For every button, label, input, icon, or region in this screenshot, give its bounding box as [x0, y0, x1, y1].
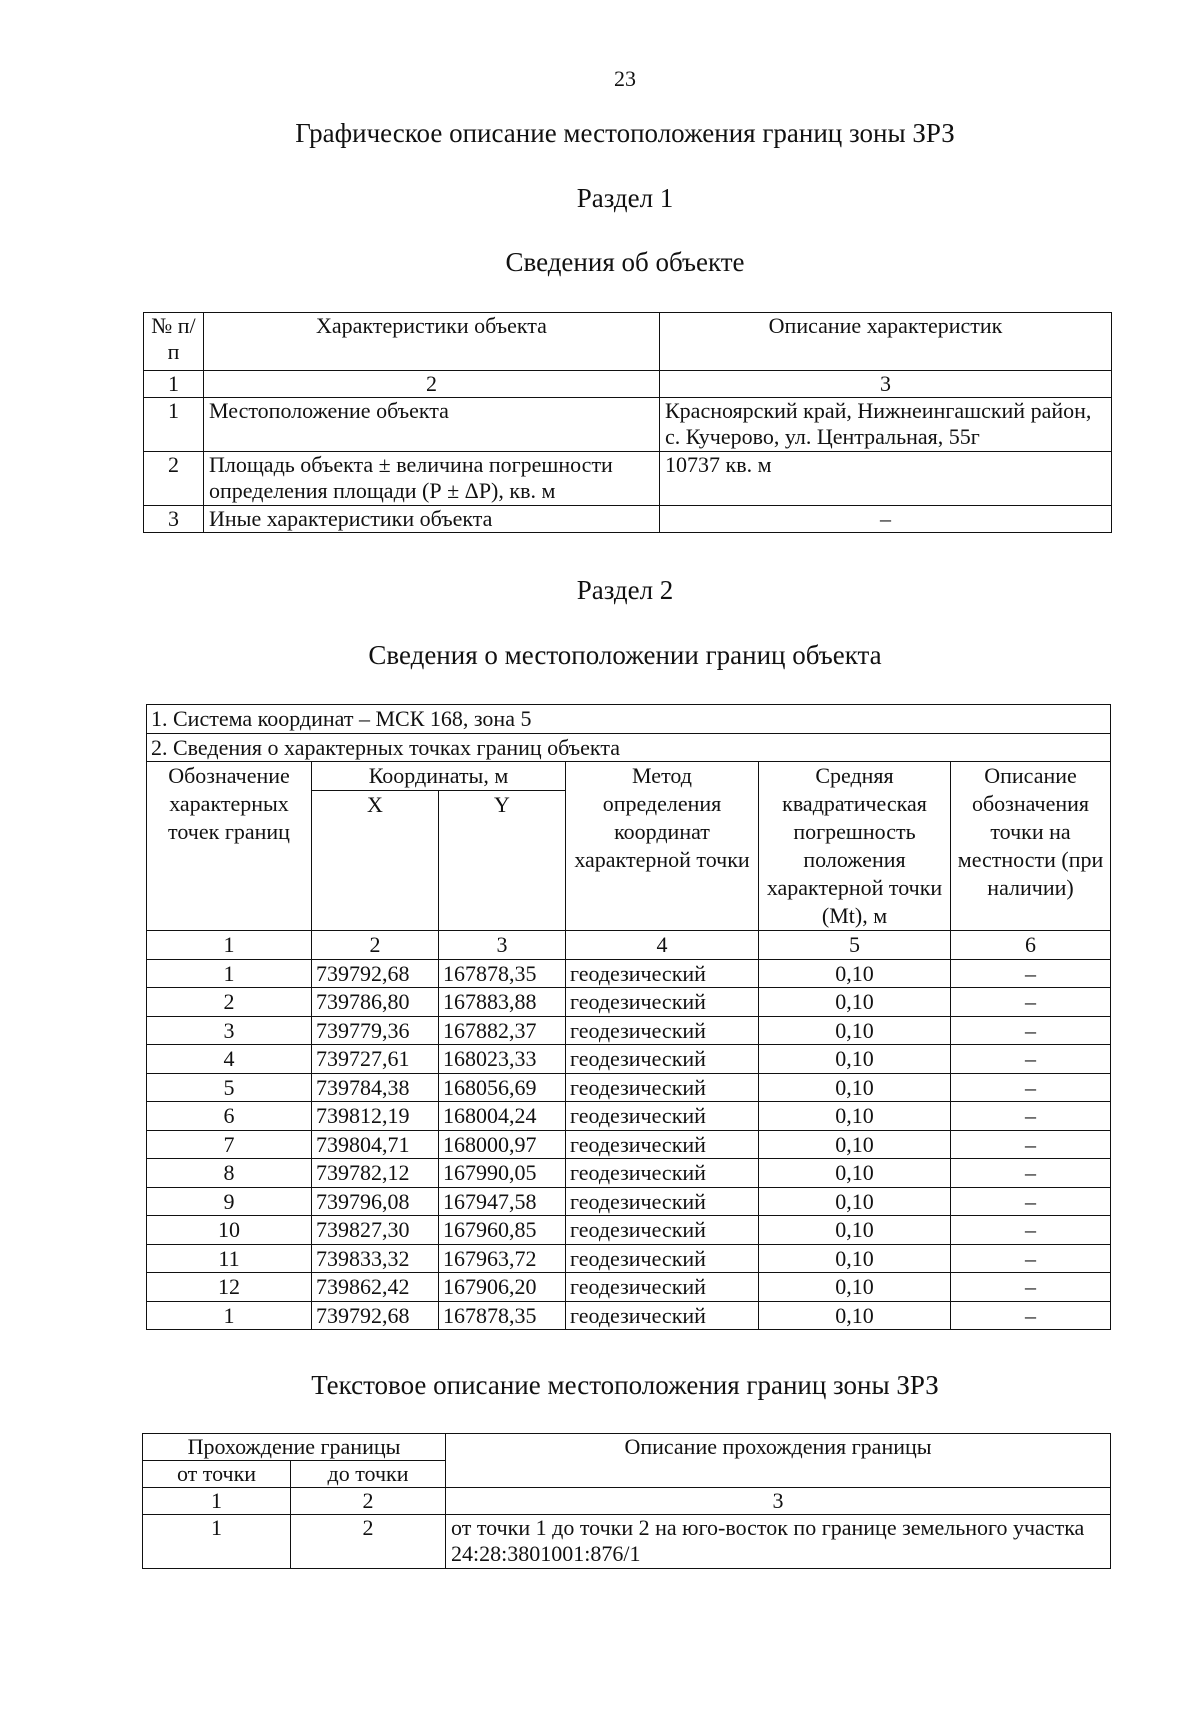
table-row	[147, 1187, 1111, 1216]
page-number: 23	[614, 66, 636, 91]
point-x: 739833,32	[312, 1244, 439, 1273]
col-number: 6	[951, 931, 1111, 960]
header-passage: Прохождение границы	[143, 1434, 446, 1461]
point-error: 0,10	[759, 1187, 951, 1216]
point-y: 167906,20	[439, 1273, 566, 1302]
point-id: 11	[147, 1244, 312, 1273]
point-x: 739804,71	[312, 1130, 439, 1159]
row-characteristic: Местоположение объекта	[204, 398, 660, 452]
col-number: 2	[312, 931, 439, 960]
point-error: 0,10	[759, 1301, 951, 1330]
point-y: 167960,85	[439, 1216, 566, 1245]
row-number: 3	[144, 506, 204, 533]
point-x: 739784,38	[312, 1073, 439, 1102]
row-characteristic: Площадь объекта ± величина погрешности определения площади (Р ± ΔР), кв. м	[204, 452, 660, 506]
from-point: 1	[143, 1515, 291, 1569]
point-y: 167882,37	[439, 1016, 566, 1045]
table-row	[147, 1216, 1111, 1245]
header-designation: Обозначение характерных точек границ	[147, 762, 312, 931]
col-number: 5	[759, 931, 951, 960]
point-y: 168004,24	[439, 1102, 566, 1131]
col-number: 1	[144, 371, 204, 398]
point-method: геодезический	[566, 1045, 759, 1074]
table-row	[147, 1016, 1111, 1045]
point-id: 2	[147, 988, 312, 1017]
point-error: 0,10	[759, 1216, 951, 1245]
point-x: 739812,19	[312, 1102, 439, 1131]
point-method: геодезический	[566, 1187, 759, 1216]
point-y: 167878,35	[439, 959, 566, 988]
point-error: 0,10	[759, 1159, 951, 1188]
row-description: Красноярский край, Нижнеингашский район, с. Кучерово, ул. Центральная, 55г	[660, 398, 1112, 452]
col-number: 2	[204, 371, 660, 398]
point-method: геодезический	[566, 1216, 759, 1245]
point-method: геодезический	[566, 1102, 759, 1131]
point-error: 0,10	[759, 988, 951, 1017]
point-description: –	[951, 1244, 1111, 1273]
point-x: 739727,61	[312, 1045, 439, 1074]
point-y: 167947,58	[439, 1187, 566, 1216]
point-y: 167990,05	[439, 1159, 566, 1188]
point-method: геодезический	[566, 1016, 759, 1045]
point-description: –	[951, 1273, 1111, 1302]
point-error: 0,10	[759, 1130, 951, 1159]
col-number: 3	[439, 931, 566, 960]
point-method: геодезический	[566, 959, 759, 988]
point-description: –	[951, 988, 1111, 1017]
header-characteristic: Характеристики объекта	[204, 313, 660, 371]
point-x: 739792,68	[312, 1301, 439, 1330]
point-id: 7	[147, 1130, 312, 1159]
point-error: 0,10	[759, 1102, 951, 1131]
point-y: 167883,88	[439, 988, 566, 1017]
point-method: геодезический	[566, 988, 759, 1017]
point-error: 0,10	[759, 1073, 951, 1102]
section2-title: Раздел 2	[576, 575, 674, 605]
header-description: Описание характеристик	[660, 313, 1112, 371]
boundary-points-table	[146, 704, 1111, 1330]
point-method: геодезический	[566, 1073, 759, 1102]
point-id: 8	[147, 1159, 312, 1188]
point-id: 1	[147, 1301, 312, 1330]
row-number: 2	[144, 452, 204, 506]
section1-subtitle: Сведения об объекте	[505, 247, 745, 277]
point-id: 6	[147, 1102, 312, 1131]
point-x: 739862,42	[312, 1273, 439, 1302]
point-method: геодезический	[566, 1159, 759, 1188]
section2-subtitle: Сведения о местоположении границ объекта	[368, 640, 882, 670]
table-row	[147, 1273, 1111, 1302]
row-number: 1	[144, 398, 204, 452]
point-x: 739786,80	[312, 988, 439, 1017]
table-row	[147, 1159, 1111, 1188]
table-row	[147, 1102, 1111, 1131]
point-y: 167963,72	[439, 1244, 566, 1273]
table-row	[147, 1130, 1111, 1159]
point-y: 168000,97	[439, 1130, 566, 1159]
section1-title: Раздел 1	[576, 183, 674, 213]
boundary-passage-table	[142, 1433, 1111, 1569]
point-description: –	[951, 959, 1111, 988]
text-description-title: Текстовое описание местоположения границ зоны ЗРЗ	[311, 1370, 939, 1400]
header-from-point: от точки	[143, 1461, 291, 1488]
header-passage-description: Описание прохождения границы	[446, 1434, 1111, 1488]
point-id: 9	[147, 1187, 312, 1216]
point-description: –	[951, 1187, 1111, 1216]
point-x: 739782,12	[312, 1159, 439, 1188]
header-coordinates: Координаты, м	[312, 762, 566, 791]
table-row	[147, 1073, 1111, 1102]
col-number: 3	[446, 1488, 1111, 1515]
header-method: Метод определения координат характерной точки	[566, 762, 759, 931]
point-id: 12	[147, 1273, 312, 1302]
point-y: 168056,69	[439, 1073, 566, 1102]
point-id: 1	[147, 959, 312, 988]
header-to-point: до точки	[291, 1461, 446, 1488]
coordinate-system: 1. Система координат – МСК 168, зона 5	[147, 705, 1111, 734]
to-point: 2	[291, 1515, 446, 1569]
point-description: –	[951, 1216, 1111, 1245]
point-y: 167878,35	[439, 1301, 566, 1330]
table-row	[147, 959, 1111, 988]
point-description: –	[951, 1102, 1111, 1131]
point-method: геодезический	[566, 1130, 759, 1159]
header-point-description: Описание обозначения точки на местности (при наличии)	[951, 762, 1111, 931]
header-number: № п/п	[144, 313, 204, 371]
point-id: 10	[147, 1216, 312, 1245]
point-error: 0,10	[759, 1273, 951, 1302]
point-method: геодезический	[566, 1273, 759, 1302]
row-description: 10737 кв. м	[660, 452, 1112, 506]
point-id: 3	[147, 1016, 312, 1045]
col-number: 3	[660, 371, 1112, 398]
point-x: 739796,08	[312, 1187, 439, 1216]
point-method: геодезический	[566, 1301, 759, 1330]
table-row	[147, 1244, 1111, 1273]
point-error: 0,10	[759, 1244, 951, 1273]
row-characteristic: Иные характеристики объекта	[204, 506, 660, 533]
col-number: 1	[147, 931, 312, 960]
table-row	[147, 1045, 1111, 1074]
point-error: 0,10	[759, 959, 951, 988]
object-info-table	[143, 312, 1112, 533]
point-x: 739827,30	[312, 1216, 439, 1245]
table-row	[147, 988, 1111, 1017]
point-id: 4	[147, 1045, 312, 1074]
points-title: 2. Сведения о характерных точках границ объекта	[147, 733, 1111, 762]
point-error: 0,10	[759, 1016, 951, 1045]
col-number: 1	[143, 1488, 291, 1515]
point-method: геодезический	[566, 1244, 759, 1273]
point-description: –	[951, 1073, 1111, 1102]
col-number: 4	[566, 931, 759, 960]
point-x: 739779,36	[312, 1016, 439, 1045]
point-error: 0,10	[759, 1045, 951, 1074]
point-x: 739792,68	[312, 959, 439, 988]
row-description: –	[660, 506, 1112, 533]
graphic-description-title: Графическое описание местоположения границ зоны ЗРЗ	[295, 118, 955, 148]
point-y: 168023,33	[439, 1045, 566, 1074]
header-y: Y	[439, 791, 566, 931]
header-error: Средняя квадратическая погрешность положения характерной точки (Mt), м	[759, 762, 951, 931]
point-description: –	[951, 1159, 1111, 1188]
point-id: 5	[147, 1073, 312, 1102]
table-row	[147, 1301, 1111, 1330]
point-description: –	[951, 1045, 1111, 1074]
point-description: –	[951, 1301, 1111, 1330]
point-description: –	[951, 1016, 1111, 1045]
passage-description: от точки 1 до точки 2 на юго-восток по границе земельного участка 24:28:3801001:876/1	[446, 1515, 1111, 1569]
header-x: X	[312, 791, 439, 931]
col-number: 2	[291, 1488, 446, 1515]
point-description: –	[951, 1130, 1111, 1159]
